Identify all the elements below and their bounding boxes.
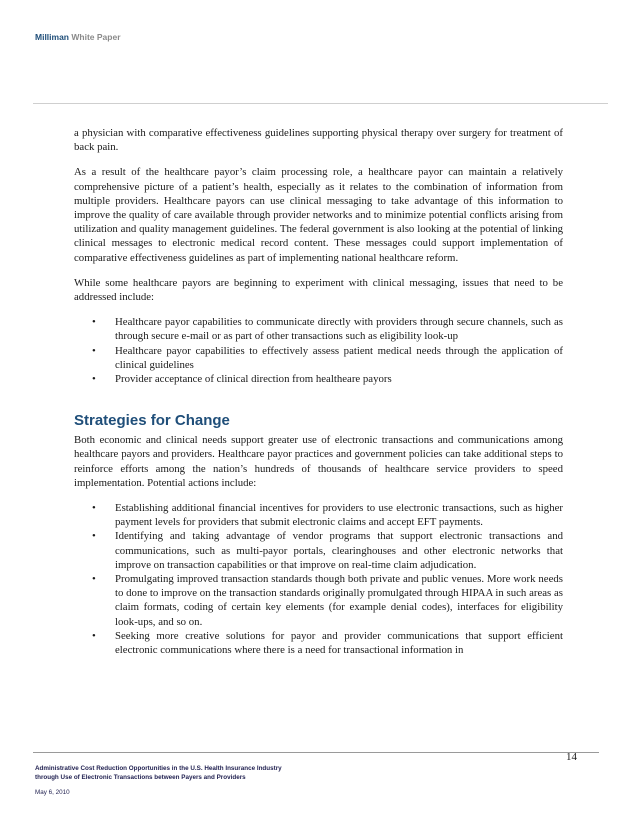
list-item-text: Establishing additional financial incentives for providers to use electronic transactions, such as higher payment levels for providers that submit electronic claims and accept EFT payments. — [115, 502, 563, 529]
footer-divider — [33, 752, 599, 753]
issues-list — [74, 315, 563, 386]
list-item-text: Provider acceptance of clinical direction from healtheare payors — [115, 373, 392, 386]
list-item — [92, 501, 563, 529]
footer-title-line-1: Administrative Cost Reduction Opportunities in the U.S. Health Insurance Industry — [35, 765, 282, 772]
footer-title-line-2: through Use of Electronic Transactions between Payers and Providers — [35, 773, 246, 781]
bullet-icon: • — [92, 502, 96, 515]
list-item-text: Promulgating improved transaction standards though both private and public venues. More work needs to done to improve on the transaction standards originally promulgated through HIPAA in such areas as claim formats, coding of certain key elements (for example denial codes), interfaces for eligibility look-ups, and so on. — [115, 573, 563, 628]
bullet-icon: • — [92, 530, 96, 543]
list-item-text: Healthcare payor capabilities to communicate directly with providers through secure channels, such as through secure e-mail or as part of other transactions such as eligibility look-up — [115, 316, 563, 343]
bullet-icon: • — [92, 373, 96, 386]
list-item — [92, 629, 563, 657]
list-item — [92, 372, 563, 386]
list-item-text: Seeking more creative solutions for payor and provider communications that support efficient electronic communications where there is a need for transactional information in — [115, 629, 563, 657]
list-item-text: Identifying and taking advantage of vendor programs that support electronic transactions and communications, such as multi-payor portals, clearinghouses and other electronic networks that improve on transaction capabilities or that improve on real-time claim adjudication. — [115, 530, 563, 571]
list-item — [92, 529, 563, 572]
paragraph-1: a physician with comparative effectiveness guidelines supporting physical therapy over surgery for treatment of back pain. — [74, 127, 563, 154]
footer-date: May 6, 2010 — [35, 789, 70, 797]
header-doc-type: White Paper — [71, 32, 121, 42]
page-body — [74, 126, 563, 667]
paragraph-2: As a result of the healthcare payor’s claim processing role, a healthcare payor can maintain a relatively comprehensive picture of a patient’s health, especially as it relates to the combination of information from multiple providers. Healthcare payors can use clinical messaging to take advantage of this information to improve the quality of care available through provider networks and to minimize potential conflicts arising from utilization and quality management guidelines. The federal government is also looking at the potential of linking clinical messages to electronic medical record content. These messages could support implementation of comparative effectiveness guidelines as part of implementing national healthcare reform. — [74, 166, 563, 264]
paragraph-3: While some healthcare payors are beginning to experiment with clinical messaging, issues that need to be addressed include: — [74, 276, 563, 304]
list-item — [92, 344, 563, 372]
bullet-icon: • — [92, 316, 96, 329]
section-heading: Strategies for Change — [74, 412, 230, 430]
header-divider — [33, 103, 608, 104]
header-brand: Milliman — [35, 32, 70, 42]
page-number: 14 — [566, 751, 577, 763]
page-header — [35, 32, 121, 42]
bullet-icon: • — [92, 573, 96, 586]
bullet-icon: • — [92, 344, 96, 357]
list-item-text: Healthcare payor capabilities to effectively assess patient medical needs through the application of clinical guidelines — [115, 344, 563, 371]
page-footer — [35, 765, 282, 798]
list-item — [92, 572, 563, 629]
paragraph-4: Both economic and clinical needs support greater use of electronic transactions and communications among healthcare payors and providers. Healthcare payor practices and government policies can take additional steps to reinforce efforts among the nation’s hundreds of thousands of healthcare service providers to speed implementation. Potential actions include: — [74, 434, 563, 489]
actions-list — [74, 501, 563, 657]
list-item — [92, 315, 563, 343]
bullet-icon: • — [92, 629, 96, 642]
